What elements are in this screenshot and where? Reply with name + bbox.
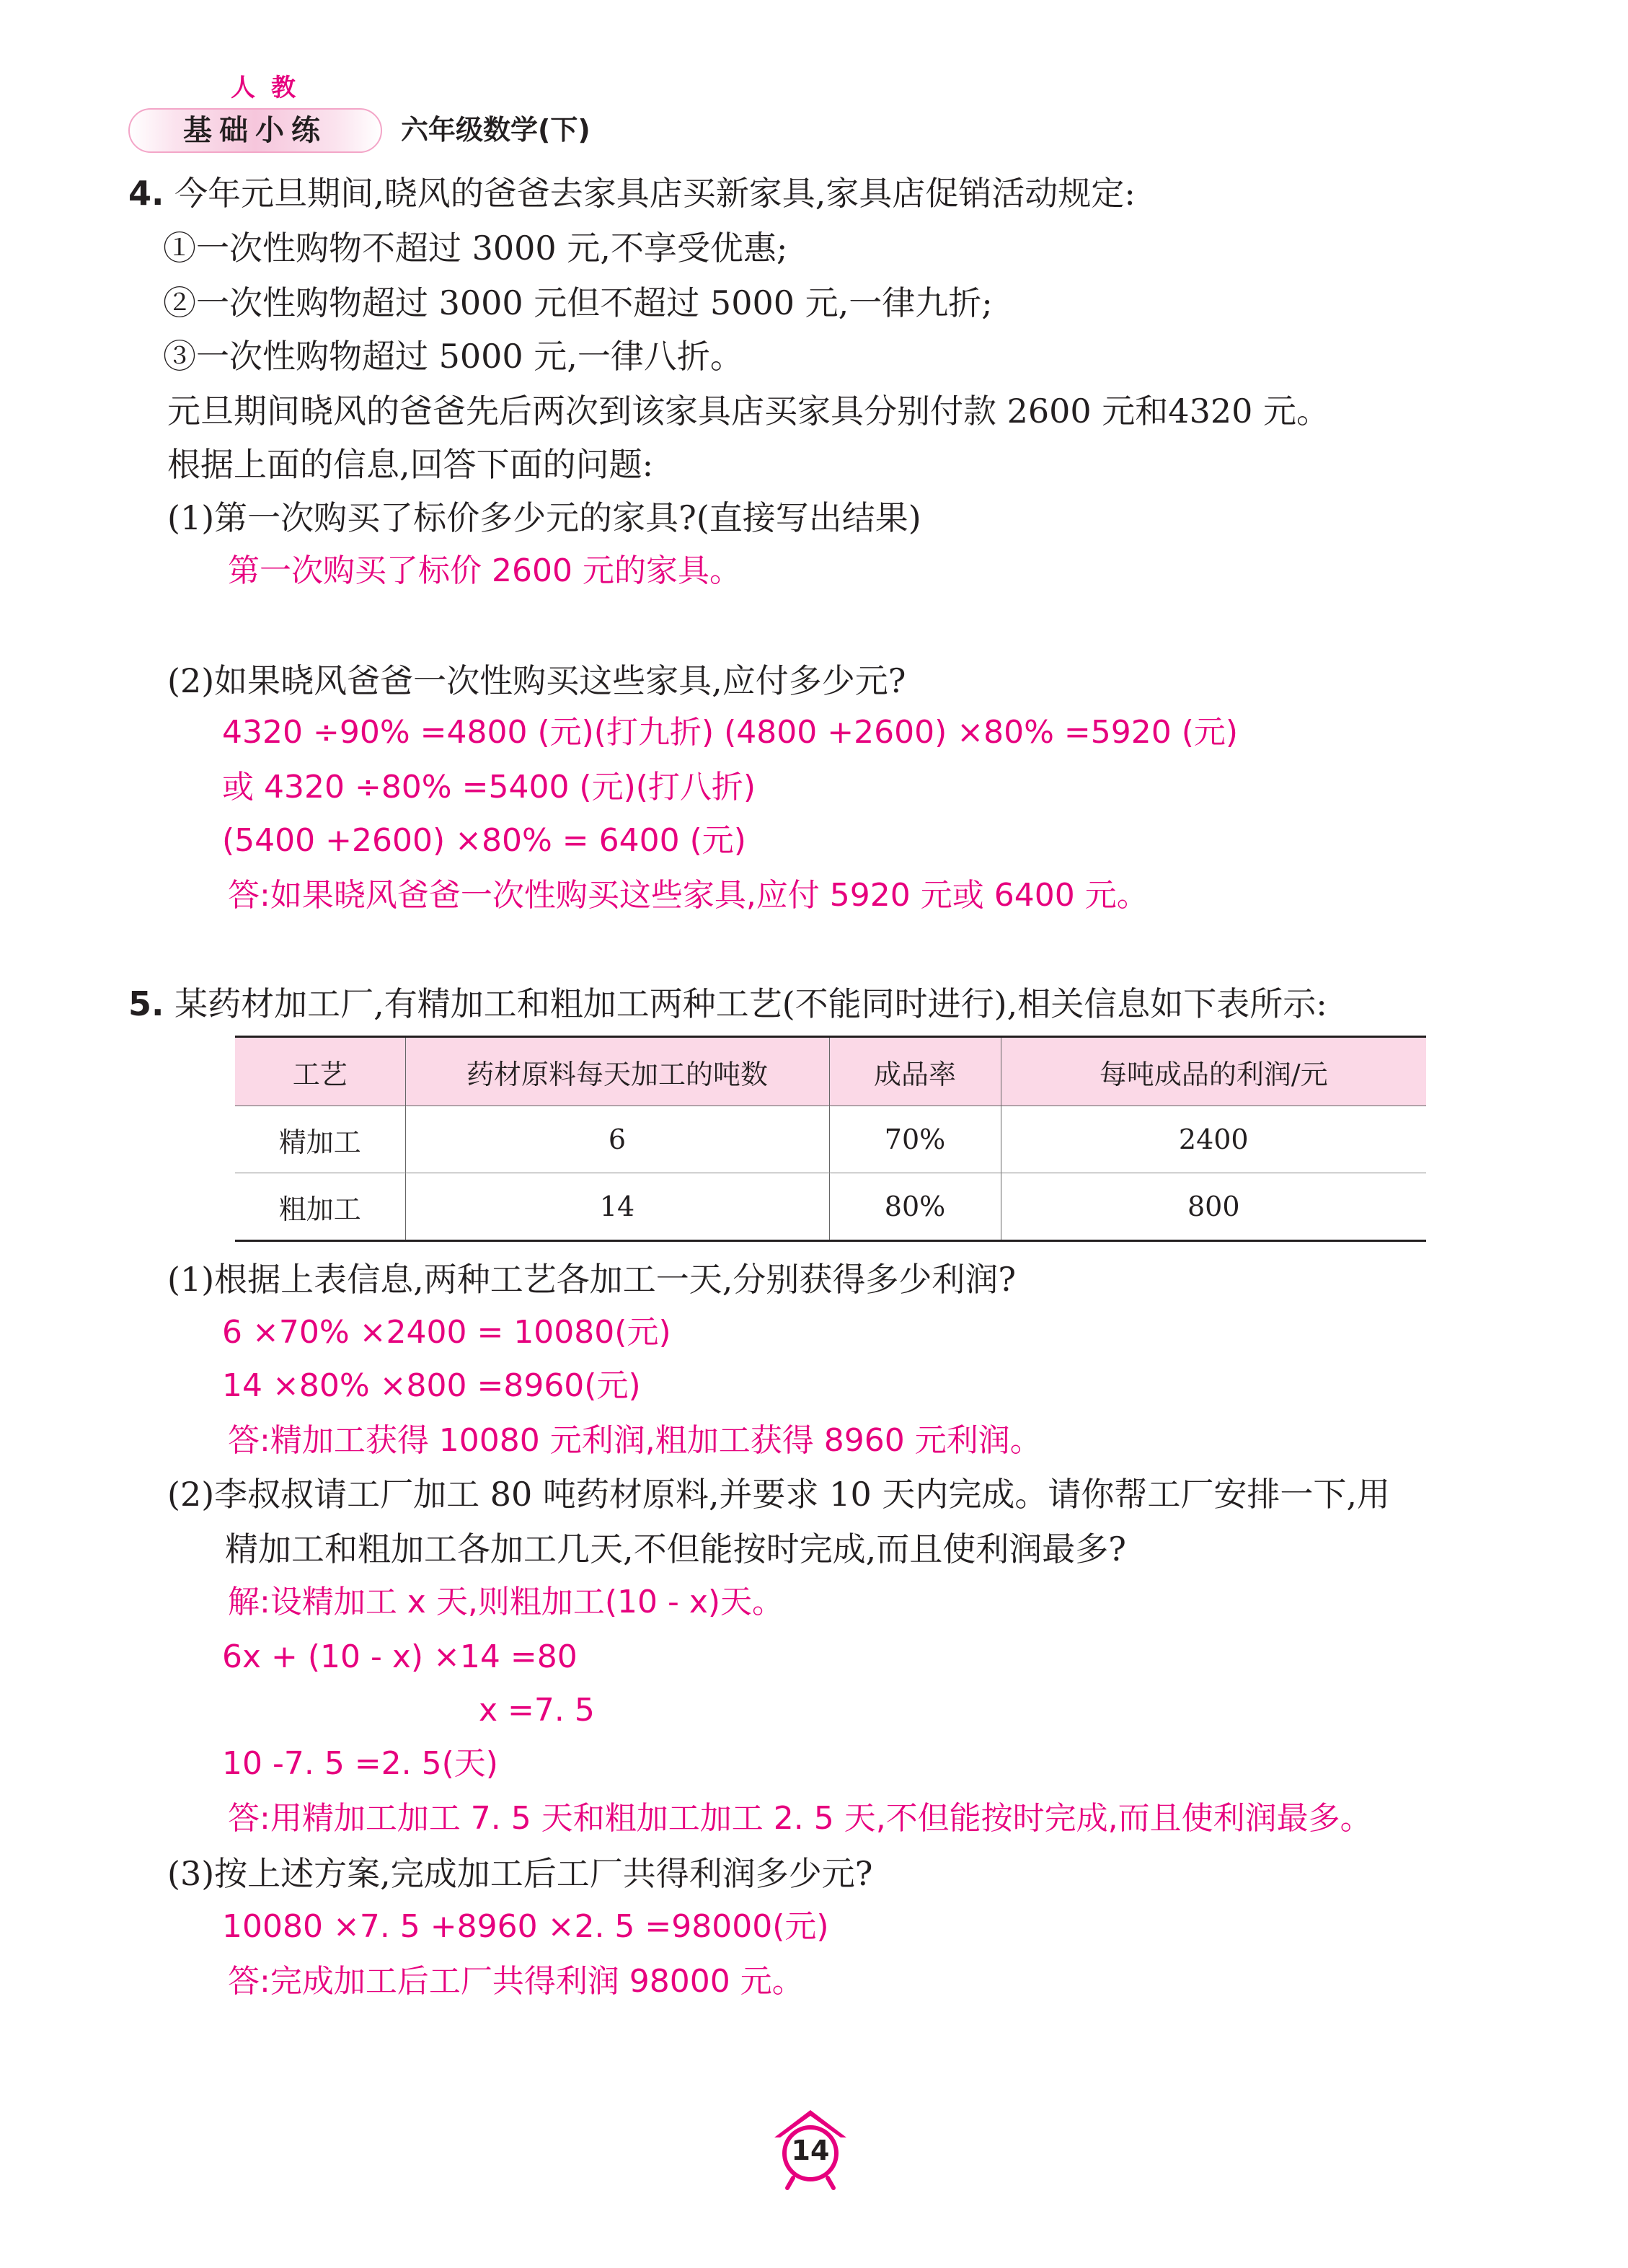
table-cell: 2400	[1001, 1106, 1426, 1173]
q5-sub1-answer: 答:精加工获得 10080 元利润,粗加工获得 8960 元利润。	[228, 1422, 1042, 1459]
table-cell: 14	[405, 1173, 829, 1241]
book-subtitle: 六年级数学(下)	[401, 114, 590, 146]
q5-sub3-question: (3)按上述方案,完成加工后工厂共得利润多少元?	[167, 1854, 873, 1893]
table-cell: 精加工	[235, 1106, 405, 1173]
q5-sub3-answer: 答:完成加工后工厂共得利润 98000 元。	[228, 1963, 804, 2000]
q4-sub2-work-2: 或 4320 ÷80% =5400 (元)(打八折)	[222, 769, 756, 806]
q5-stem: 某药材加工厂,有精加工和粗加工两种工艺(不能同时进行),相关信息如下表所示:	[174, 984, 1327, 1023]
q5-sub2-work-3: x =7. 5	[479, 1692, 595, 1729]
q5-sub1-work-2: 14 ×80% ×800 =8960(元)	[222, 1367, 641, 1404]
q4-info: 元旦期间晓风的爸爸先后两次到该家具店买家具分别付款 2600 元和4320 元。	[167, 392, 1330, 431]
q5-sub2-question-line1: (2)李叔叔请工厂加工 80 吨药材原料,并要求 10 天内完成。请你帮工厂安排一下,用	[167, 1475, 1390, 1514]
process-info-table	[235, 1036, 1426, 1242]
q5-sub2-question-line2: 精加工和粗加工各加工几天,不但能按时完成,而且使利润最多?	[225, 1530, 1126, 1568]
q4-rule-3: ③一次性购物超过 5000 元,一律八折。	[163, 337, 743, 376]
table-header-cell: 工艺	[235, 1037, 405, 1106]
table-header-cell: 成品率	[829, 1037, 1001, 1106]
table-cell: 70%	[829, 1106, 1001, 1173]
q4-sub2-work-1: 4320 ÷90% =4800 (元)(打九折) (4800 +2600) ×80% =5920 (元)	[222, 714, 1239, 751]
table-header-cell: 每吨成品的利润/元	[1001, 1037, 1426, 1106]
q5-number: 5.	[128, 984, 164, 1023]
q4-sub1-answer: 第一次购买了标价 2600 元的家具。	[228, 552, 741, 589]
table-row	[235, 1173, 1426, 1241]
q5-sub3-work: 10080 ×7. 5 +8960 ×2. 5 =98000(元)	[222, 1908, 829, 1945]
q5-sub1-question: (1)根据上表信息,两种工艺各加工一天,分别获得多少利润?	[167, 1260, 1017, 1299]
table-row	[235, 1106, 1426, 1173]
q4-sub1-question: (1)第一次购买了标价多少元的家具?(直接写出结果)	[167, 498, 921, 537]
q5-sub2-work-4: 10 -7. 5 =2. 5(天)	[222, 1745, 498, 1782]
table-header-row	[235, 1037, 1426, 1106]
q4-sub2-work-3: (5400 +2600) ×80% = 6400 (元)	[222, 822, 746, 859]
q5-stem-line	[128, 982, 1327, 1025]
q5-sub2-answer: 答:用精加工加工 7. 5 天和粗加工加工 2. 5 天,不但能按时完成,而且使利润最多。	[228, 1800, 1372, 1837]
q5-sub2-work-1: 解:设精加工 x 天,则粗加工(10 - x)天。	[228, 1584, 784, 1620]
series-badge	[128, 108, 382, 153]
q4-number: 4.	[128, 174, 164, 213]
page-number: 14	[791, 2135, 830, 2166]
table-header-cell: 药材原料每天加工的吨数	[405, 1037, 829, 1106]
series-title: 基础小练	[183, 114, 327, 147]
q4-stem: 今年元旦期间,晓风的爸爸去家具店买新家具,家具店促销活动规定:	[174, 174, 1136, 213]
table-cell: 80%	[829, 1173, 1001, 1241]
table-cell: 6	[405, 1106, 829, 1173]
table-cell: 800	[1001, 1173, 1426, 1241]
q5-sub2-work-2: 6x + (10 - x) ×14 =80	[222, 1638, 578, 1675]
q4-rule-2: ②一次性购物超过 3000 元但不超过 5000 元,一律九折;	[163, 283, 993, 322]
q4-sub2-question: (2)如果晓风爸爸一次性购买这些家具,应付多少元?	[167, 661, 906, 700]
q4-rule-1: ①一次性购物不超过 3000 元,不享受优惠;	[163, 229, 788, 268]
q4-stem-line	[128, 172, 1136, 215]
publisher-tag: 人教	[231, 74, 311, 102]
q4-prompt: 根据上面的信息,回答下面的问题:	[167, 445, 654, 484]
q5-sub1-work-1: 6 ×70% ×2400 = 10080(元)	[222, 1314, 671, 1351]
q4-sub2-answer: 答:如果晓风爸爸一次性购买这些家具,应付 5920 元或 6400 元。	[228, 877, 1149, 914]
table-cell: 粗加工	[235, 1173, 405, 1241]
